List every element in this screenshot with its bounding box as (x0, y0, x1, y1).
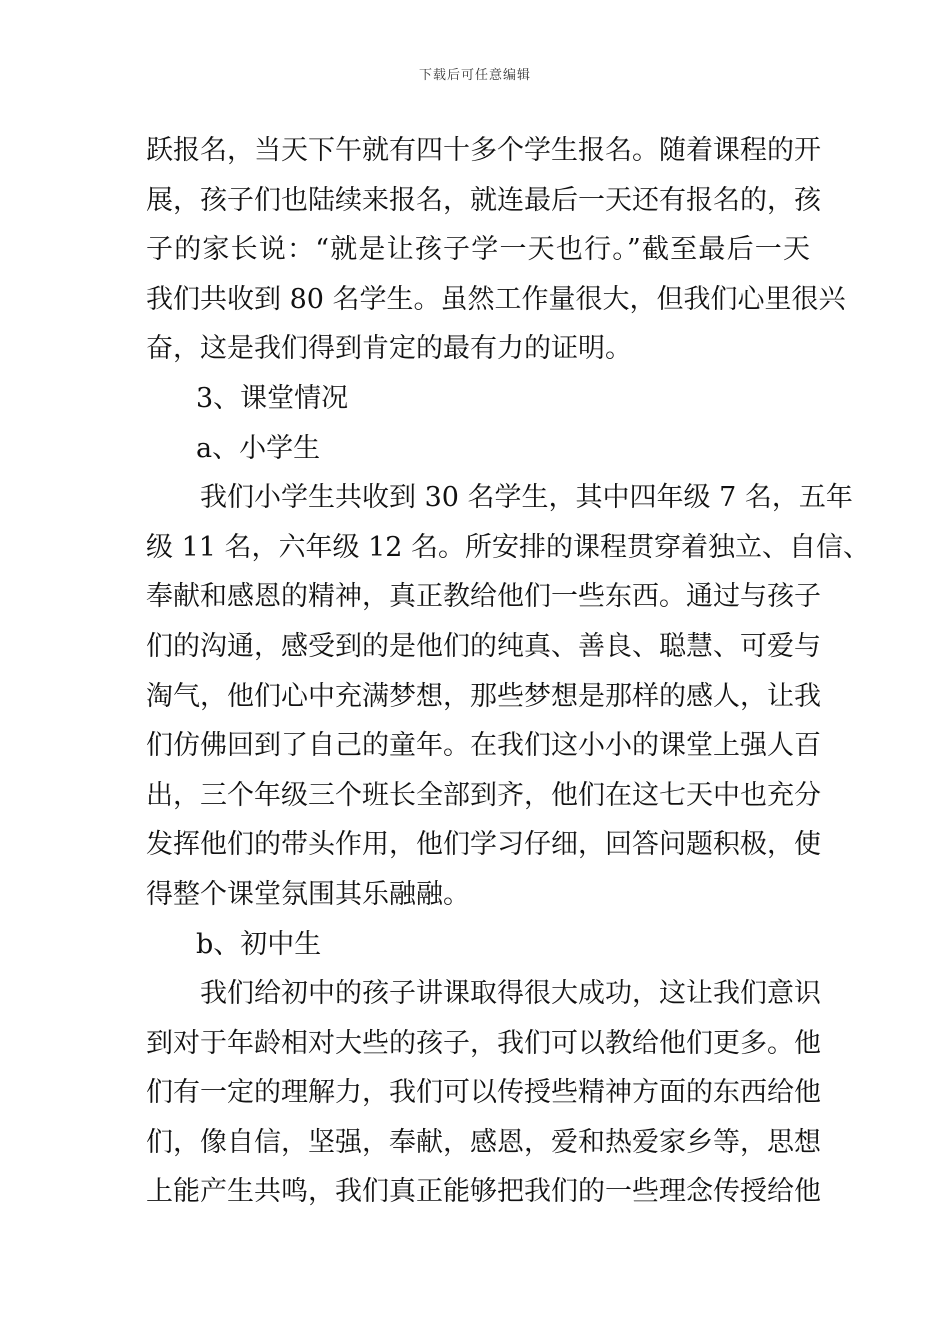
document-body (146, 126, 871, 1217)
text-line: 子的家长说：“就是让孩子学一天也行。”截至最后一天 (146, 234, 810, 266)
section-heading: 3、课堂情况 (196, 382, 349, 414)
text-line: 淘气，他们心中充满梦想，那些梦想是那样的感人，让我 (146, 680, 821, 712)
text-line: 出，三个年级三个班长全部到齐，他们在这七天中也充分 (146, 779, 821, 811)
text-line: 得整个课堂氛围其乐融融。 (146, 878, 470, 910)
subsection-heading: a、小学生 (196, 432, 321, 464)
text-line: 们，像自信，坚强，奉献，感恩，爱和热爱家乡等，思想 (146, 1126, 821, 1158)
text-line: 们仿佛回到了自己的童年。在我们这小小的课堂上强人百 (146, 730, 821, 762)
subsection-heading: b、初中生 (196, 928, 322, 960)
text-line: 跃报名，当天下午就有四十多个学生报名。随着课程的开 (146, 135, 821, 166)
text-line: 级 11 名，六年级 12 名。所安排的课程贯穿着独立、自信、 (146, 531, 871, 563)
text-line: 们的沟通，感受到的是他们的纯真、善良、聪慧、可爱与 (146, 630, 821, 662)
text-line: 我们共收到 80 名学生。虽然工作量很大，但我们心里很兴 (146, 283, 846, 315)
text-line: 发挥他们的带头作用，他们学习仔细，回答问题积极，使 (146, 829, 821, 861)
text-line: 到对于年龄相对大些的孩子，我们可以教给他们更多。他 (146, 1027, 821, 1059)
text-line: 们有一定的理解力，我们可以传授些精神方面的东西给他 (146, 1077, 821, 1109)
text-line: 奋，这是我们得到肯定的最有力的证明。 (146, 333, 632, 365)
text-line: 奉献和感恩的精神，真正教给他们一些东西。通过与孩子 (146, 581, 821, 613)
page-header: 下载后可任意编辑 (418, 68, 531, 83)
text-line: 展，孩子们也陆续来报名，就连最后一天还有报名的，孩 (146, 184, 821, 216)
text-line: 上能产生共鸣，我们真正能够把我们的一些理念传授给他 (146, 1176, 821, 1208)
text-line: 我们小学生共收到 30 名学生，其中四年级 7 名，五年 (200, 482, 853, 514)
text-line: 我们给初中的孩子讲课取得很大成功，这让我们意识 (200, 978, 821, 1010)
